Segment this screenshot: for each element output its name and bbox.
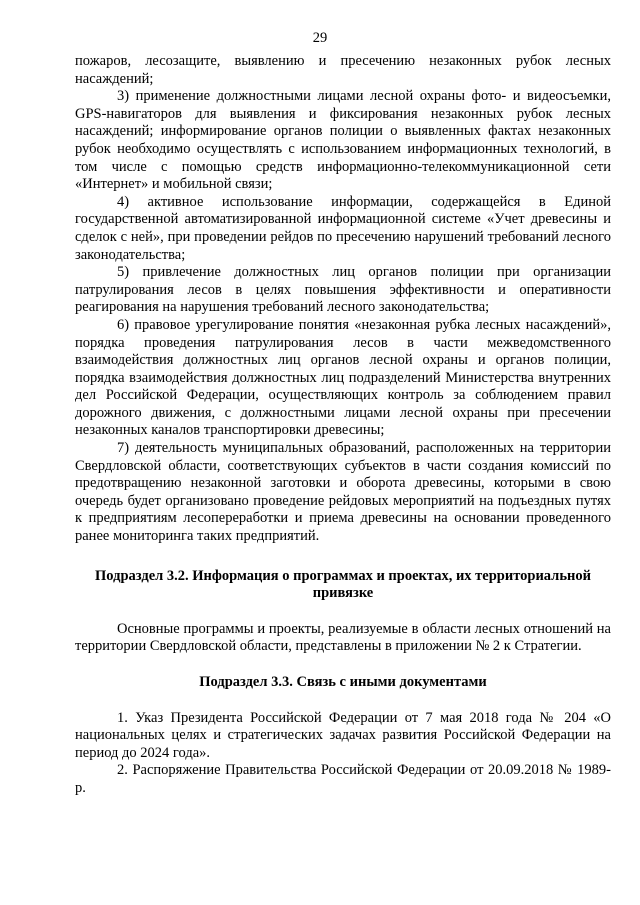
related-document-2: 2. Распоряжение Правительства Российской Федерации от 20.09.2018 № 1989-р. (75, 762, 611, 796)
section-3-3-heading: Подраздел 3.3. Связь с иными документами (199, 674, 487, 690)
list-item-3: 3) применение должностными лицами лесной охраны фото- и видеосъемки, GPS-навигаторов для выявления и фиксирования незаконных рубок лесных насаждений; информирование органов полиции о выявленных фактах незаконных рубок необходимо осуществлять с использованием информационных технологий, в том числе с помощью средств информационно-телекоммуникационной сети «Интернет» и мобильной связи; (75, 88, 611, 193)
section-3-2-heading: Подраздел 3.2. Информация о программах и проектах, их территориальной привязке (95, 567, 591, 602)
document-body (75, 53, 611, 798)
list-item-5: 5) привлечение должностных лиц органов полиции при организации патрулирования лесов в целях повышения эффективности и оперативности реагирования на нарушения требований лесного законодательства; (75, 264, 611, 316)
section-3-2-text: Основные программы и проекты, реализуемые в области лесных отношений на территории Свердловской области, представлены в приложении № 2 к Стратегии. (75, 620, 611, 655)
list-item-6: 6) правовое урегулирование понятия «незаконная рубка лесных насаждений», порядка проведения патрулирования лесов в части межведомственного взаимодействия должностных лиц органов лесной охраны и органов полиции, порядка взаимодействия должностных лиц подразделений Министерства внутренних дел Российской Федерации, осуществляющих контроль за соблюдением правил дорожного движения, с должностными лицами лесной охраны при пресечении незаконных каналов транспортировки древесины; (75, 316, 611, 439)
paragraph-continued: пожаров, лесозащите, выявлению и пресечению незаконных рубок лесных насаждений; (75, 53, 611, 87)
related-document-1: 1. Указ Президента Российской Федерации от 7 мая 2018 года № 204 «О национальных целях и стратегических задачах развития Российской Федерации на период до 2024 года». (75, 709, 611, 761)
list-item-4: 4) активное использование информации, содержащейся в Единой государственной автоматизированной информационной системе «Учет древесины и сделок с ней», при проведении рейдов по пресечению нарушений требований лесного законодательства; (75, 193, 611, 263)
page-number: 29 (312, 30, 328, 46)
list-item-7: 7) деятельность муниципальных образований, расположенных на территории Свердловской области, соответствующих субъектов в части создания комиссий по предотвращению незаконной заготовки и оборота древесины, которыми в свою очередь будет организовано проведение рейдовых мероприятий на подъездных путях к предприятиям лесопереработки и приема древесины на основании проведенного ранее мониторинга таких предприятий. (75, 440, 611, 545)
